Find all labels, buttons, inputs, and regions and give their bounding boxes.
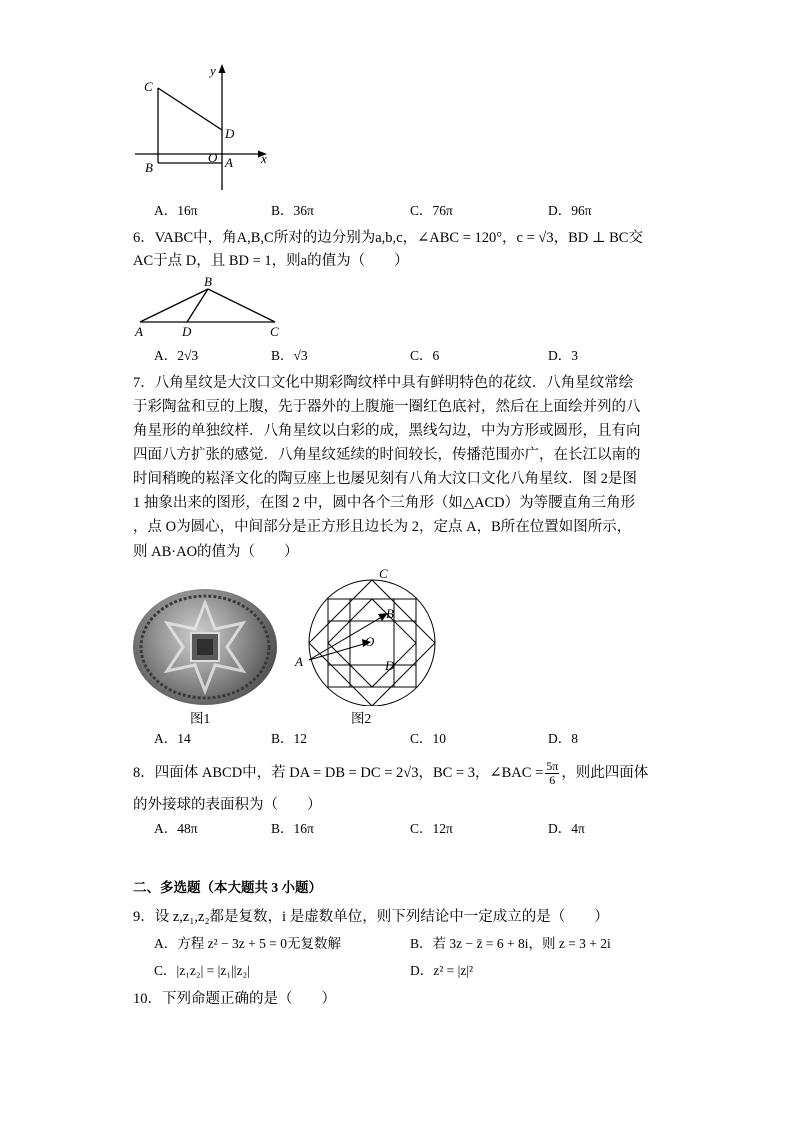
q5-option-b: B．36π — [271, 203, 314, 218]
q6-option-a: A．2√3 — [154, 348, 199, 363]
q8-stem-line2: 的外接球的表面积为（ ） — [133, 797, 322, 813]
label-B: B — [145, 160, 153, 175]
star-label-C: C — [379, 566, 388, 581]
q7-option-d: D．8 — [548, 731, 578, 746]
q8-stem-prefix: 8．四面体 ABCD中，若 DA = DB = DC = 2√3，BC = 3，∠BAC = — [133, 765, 544, 781]
q7-option-c: C．10 — [410, 731, 447, 746]
q10-stem: 10．下列命题正确的是（ ） — [133, 991, 336, 1007]
label-C: C — [144, 79, 153, 94]
fig2-caption: 图2 — [351, 711, 372, 726]
q7-stem-line1: 7．八角星纹是大汶口文化中期彩陶纹样中具有鲜明特色的花纹．八角星纹常绘 — [133, 375, 634, 391]
q5-option-d: D．96π — [548, 203, 592, 218]
triangle-figure — [130, 272, 290, 340]
q7-option-b: B．12 — [271, 731, 308, 746]
fig1-caption: 图1 — [190, 711, 211, 726]
q7-stem-line7: ，点 O为圆心，中间部分是正方形且边长为 2，定点 A，B所在位置如图所示， — [133, 519, 632, 535]
q8-fraction — [545, 760, 559, 787]
coin-photo — [133, 589, 277, 705]
q6-stem-line2: AC于点 D，且 BD = 1，则a的值为（ ） — [133, 253, 409, 269]
q9-option-b: B．若 3z − z̄ = 6 + 8i，则 z = 3 + 2i — [410, 936, 611, 951]
star-label-A: A — [295, 654, 303, 669]
q7-stem-line3: 角星形的单独纹样．八角星纹以白彩的成，黑线勾边，中为方形或圆形，且有向 — [133, 423, 641, 439]
star-figure — [292, 566, 452, 706]
q8-frac-den: 6 — [549, 773, 556, 788]
coordinate-figure — [130, 60, 280, 195]
q8-stem-line1 — [133, 760, 648, 787]
star-label-D: D — [385, 658, 395, 673]
star-label-B: B — [386, 606, 394, 621]
q8-frac-num: 5π — [546, 759, 559, 774]
label-y: y — [210, 63, 216, 78]
q7-stem-line6: 1 抽象出来的图形，在图 2 中，圆中各个三角形（如△ACD）为等腰直角三角形 — [133, 495, 636, 511]
q7-stem-line8: 则 AB·AO的值为（ ） — [133, 544, 299, 560]
label-O: O — [208, 150, 218, 165]
q9-option-d: D．z² = |z|² — [410, 963, 474, 978]
q7-stem-line4: 四面八方扩张的感觉．八角星纹延续的时间较长，传播范围亦广，在长江以南的 — [133, 447, 641, 463]
section-title: 二、多选题（本大题共 3 小题） — [133, 880, 322, 895]
q7-option-a: A．14 — [154, 731, 191, 746]
q9-option-c: C．|z₁z₂| = |z₁||z₂| — [154, 963, 250, 978]
q7-stem-line5: 时间稍晚的崧泽文化的陶豆座上也屡见刻有八角大汶口文化八角星纹．图 2是图 — [133, 471, 637, 487]
q6-option-d: D．3 — [548, 348, 578, 363]
q6-option-b: B．√3 — [271, 348, 308, 363]
tri-label-B: B — [204, 274, 212, 289]
star-label-O: O — [365, 634, 375, 649]
q7-stem-line2: 于彩陶盆和豆的上腹，先于器外的上腹施一圈红色底衬，然后在上面绘并列的八 — [133, 399, 641, 415]
q5-option-a: A．16π — [154, 203, 198, 218]
q8-option-c: C．12π — [410, 821, 453, 836]
q8-option-d: D．4π — [548, 821, 585, 836]
q8-option-a: A．48π — [154, 821, 198, 836]
label-A: A — [225, 155, 233, 170]
q6-option-c: C．6 — [410, 348, 440, 363]
label-x: x — [261, 151, 267, 166]
q8-option-b: B．16π — [271, 821, 314, 836]
tri-label-C: C — [270, 324, 279, 339]
tri-label-A: A — [135, 324, 143, 339]
label-D: D — [225, 126, 235, 141]
q8-stem-suffix: ，则此四面体 — [561, 765, 649, 781]
q6-stem-line1: 6．VABC中，角A,B,C所对的边分别为a,b,c，∠ABC = 120°，c = √3，BD ⊥ BC交 — [133, 230, 643, 246]
q9-stem: 9．设 z,z₁,z₂都是复数，i 是虚数单位，则下列结论中一定成立的是（ ） — [133, 909, 609, 925]
tri-label-D: D — [182, 324, 192, 339]
q9-option-a: A．方程 z² − 3z + 5 = 0无复数解 — [154, 936, 341, 951]
q5-option-c: C．76π — [410, 203, 453, 218]
